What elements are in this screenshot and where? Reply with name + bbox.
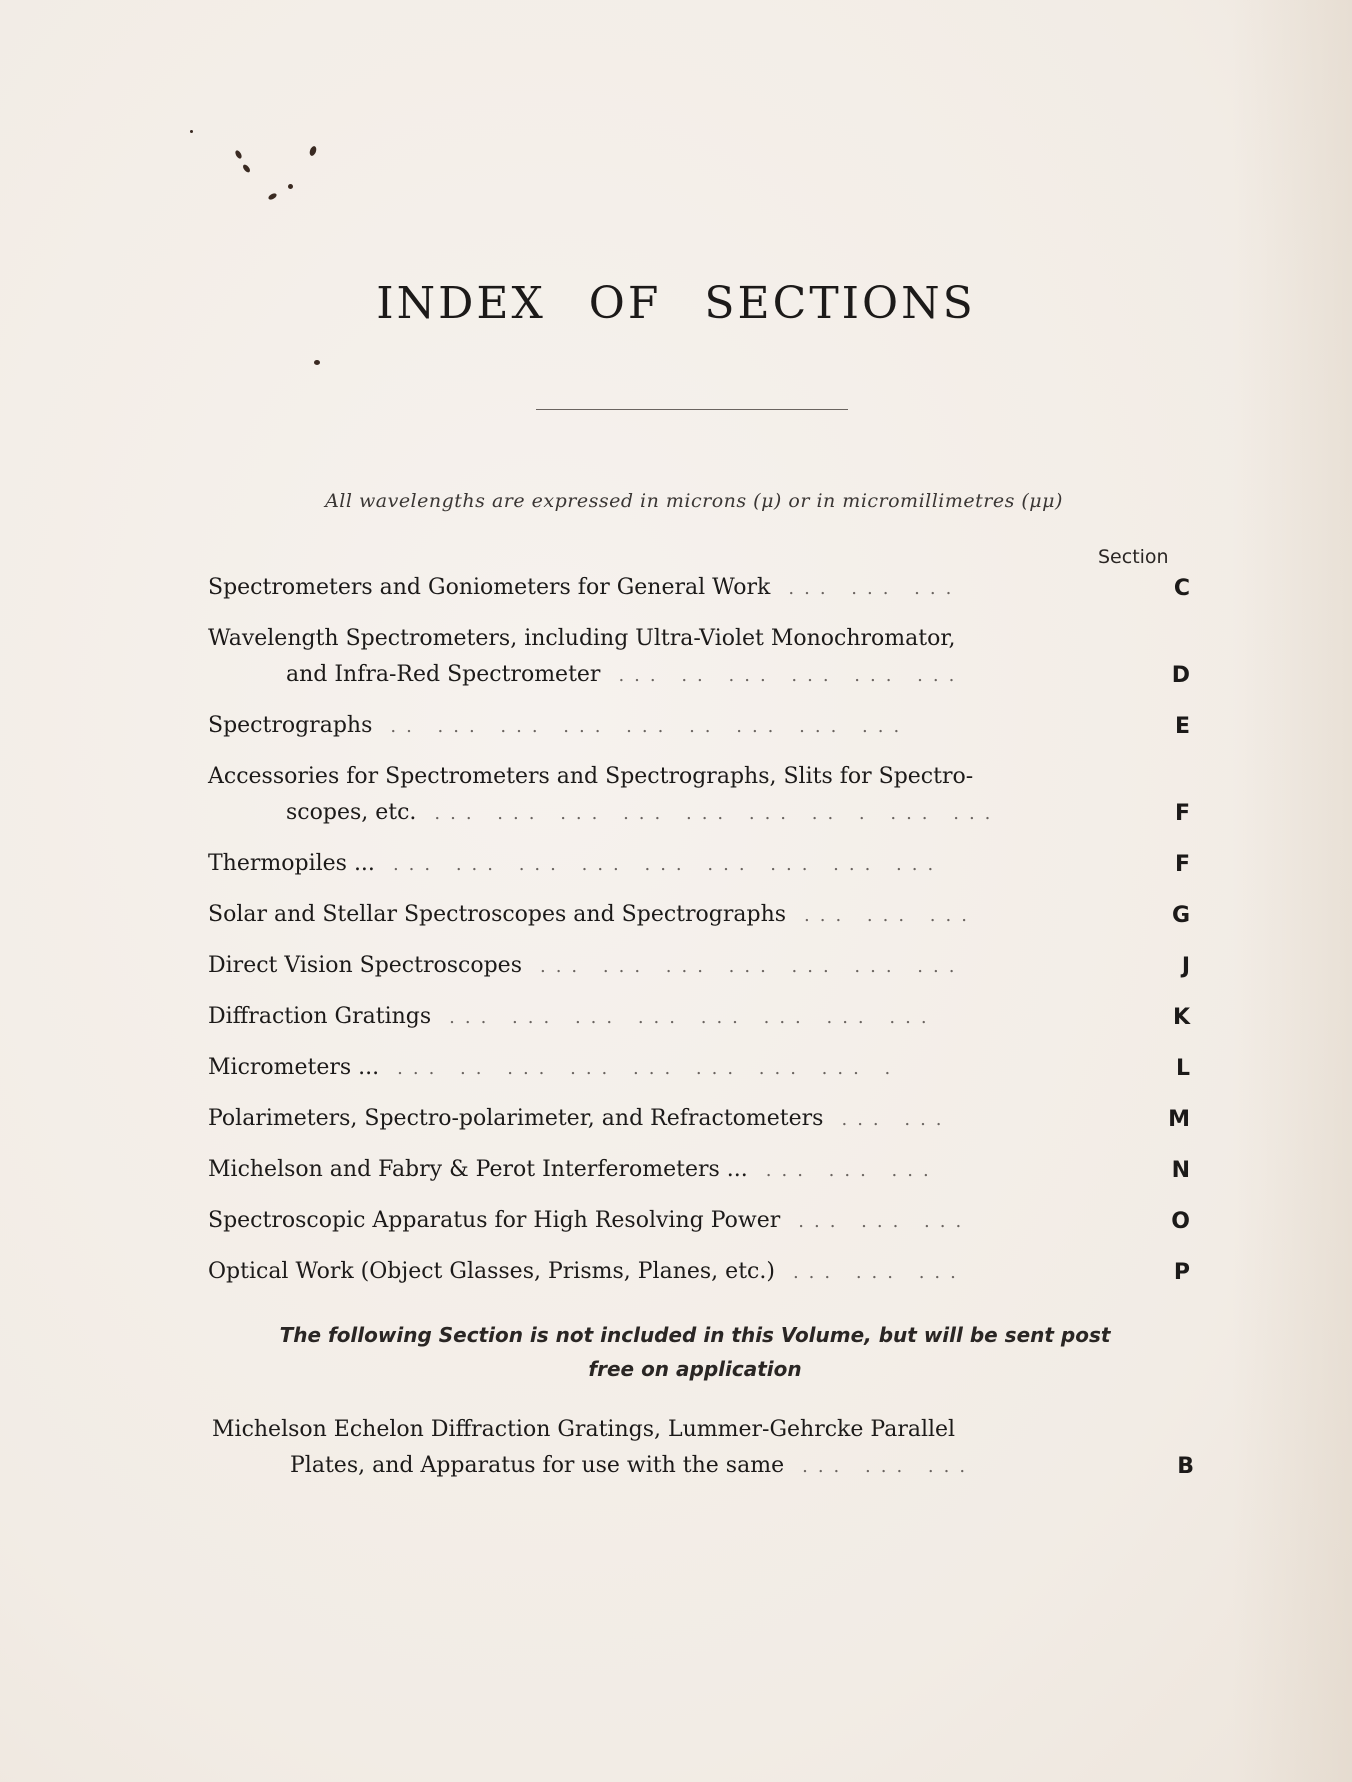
index-entries	[208, 570, 1190, 1291]
entry-line: Micrometers ... ... .. ... ... ... ... ... ... .	[208, 1055, 901, 1080]
entry-title	[208, 708, 1130, 745]
leader-dots: .. ... ... ... ... .. ... ... ...	[390, 716, 910, 737]
section-letter: F	[1174, 801, 1190, 826]
index-entry	[208, 897, 1190, 934]
index-entry	[208, 570, 1190, 607]
entry-line: Direct Vision Spectroscopes ... ... ... ... ... ... ...	[208, 953, 965, 978]
wavelength-note: All wavelengths are expressed in microns (μ) or in micromillimetres (μμ)	[325, 490, 1063, 512]
section-letter: F	[1174, 852, 1190, 877]
entry-line: Michelson Echelon Diffraction Gratings, Lummer-Gehrcke Parallel	[212, 1417, 956, 1442]
section-letter: J	[1181, 954, 1190, 979]
section-letter: L	[1175, 1056, 1190, 1081]
entry-line: and Infra-Red Spectrometer ... .. ... ... ... ...	[286, 662, 965, 687]
index-entry	[208, 1254, 1190, 1291]
leader-dots: ... ... ...	[798, 1211, 972, 1232]
index-entry	[208, 1203, 1190, 1240]
section-letter: N	[1171, 1158, 1190, 1183]
entry-line: Spectrometers and Goniometers for General Work ... ... ...	[208, 575, 962, 600]
entry-line: Spectroscopic Apparatus for High Resolving Power ... ... ...	[208, 1208, 972, 1233]
entry-title	[208, 621, 1130, 694]
entry-title	[208, 1101, 1130, 1138]
entry-line: Accessories for Spectrometers and Spectrographs, Slits for Spectro-	[208, 764, 974, 789]
leader-dots: ... .. ... ... ... ...	[618, 665, 965, 686]
index-entry	[208, 999, 1190, 1036]
entry-line: Spectrographs .. ... ... ... ... .. ... ... ...	[208, 713, 910, 738]
leader-dots: ... ... ... ... ... ... ...	[539, 956, 965, 977]
entry-title	[208, 948, 1130, 985]
ink-specks	[200, 120, 320, 240]
index-entry	[208, 1152, 1190, 1189]
leader-dots: ... ... ...	[804, 905, 977, 926]
index-entry	[208, 1101, 1190, 1138]
section-letter: D	[1171, 663, 1190, 688]
leader-dots: ... ... ... ... ... ... ... ... ...	[392, 854, 944, 875]
entry-line: Diffraction Gratings ... ... ... ... ... ... ... ...	[208, 1004, 937, 1029]
leader-dots: ... ... ...	[788, 578, 962, 599]
entry-line: Optical Work (Object Glasses, Prisms, Planes, etc.) ... ... ...	[208, 1259, 966, 1284]
title-rule	[536, 409, 848, 410]
entry-line: Thermopiles ... ... ... ... ... ... ... ... ... ...	[208, 851, 944, 876]
excluded-entry	[212, 1412, 1194, 1485]
section-letter: M	[1168, 1107, 1190, 1132]
entry-title	[208, 999, 1130, 1036]
index-entry	[208, 621, 1190, 694]
section-letter: G	[1171, 903, 1190, 928]
section-letter: E	[1174, 714, 1190, 739]
entry-line: scopes, etc. ... ... ... ... ... ... .. . ... ...	[286, 800, 1001, 825]
index-entry	[208, 708, 1190, 745]
entry-title	[208, 1203, 1130, 1240]
entry-title	[212, 1412, 1134, 1485]
entry-line: Solar and Stellar Spectroscopes and Spectrographs ... ... ...	[208, 902, 977, 927]
entry-line: Wavelength Spectrometers, including Ultra-Violet Monochromator,	[208, 626, 956, 651]
leader-dots: ... ...	[841, 1109, 952, 1130]
leader-dots: ... ... ...	[802, 1456, 976, 1477]
index-entry-excluded	[212, 1412, 1194, 1485]
page-title: INDEX OF SECTIONS	[376, 278, 976, 329]
section-letter: P	[1173, 1260, 1190, 1285]
section-letter: K	[1172, 1005, 1190, 1030]
leader-dots: ... ... ... ... ... ... ... ...	[449, 1007, 937, 1028]
section-letter: B	[1177, 1454, 1194, 1479]
section-letter: C	[1173, 576, 1190, 601]
section-column-header: Section	[1098, 546, 1169, 568]
entry-title	[208, 1050, 1130, 1087]
entry-line: Plates, and Apparatus for use with the same ... ... ...	[290, 1453, 976, 1478]
leader-dots: ... ... ... ... ... ... .. . ... ...	[434, 803, 1001, 824]
index-entry	[208, 948, 1190, 985]
entry-title	[208, 846, 1130, 883]
entry-title	[208, 570, 1130, 607]
entry-title	[208, 759, 1130, 832]
entry-line: Polarimeters, Spectro-polarimeter, and Refractometers ... ...	[208, 1106, 952, 1131]
leader-dots: ... .. ... ... ... ... ... ... .	[397, 1058, 901, 1079]
entry-line: Michelson and Fabry & Perot Interferometers ... ... ... ...	[208, 1157, 939, 1182]
index-entry	[208, 846, 1190, 883]
index-entry	[208, 759, 1190, 832]
index-entry	[208, 1050, 1190, 1087]
entry-title	[208, 1254, 1130, 1291]
entry-title	[208, 897, 1130, 934]
entry-title	[208, 1152, 1130, 1189]
leader-dots: ... ... ...	[792, 1262, 966, 1283]
leader-dots: ... ... ...	[765, 1160, 939, 1181]
excluded-section-notice: The following Section is not included in this Volume, but will be sent post free on application	[279, 1323, 1111, 1381]
section-letter: O	[1171, 1209, 1190, 1234]
